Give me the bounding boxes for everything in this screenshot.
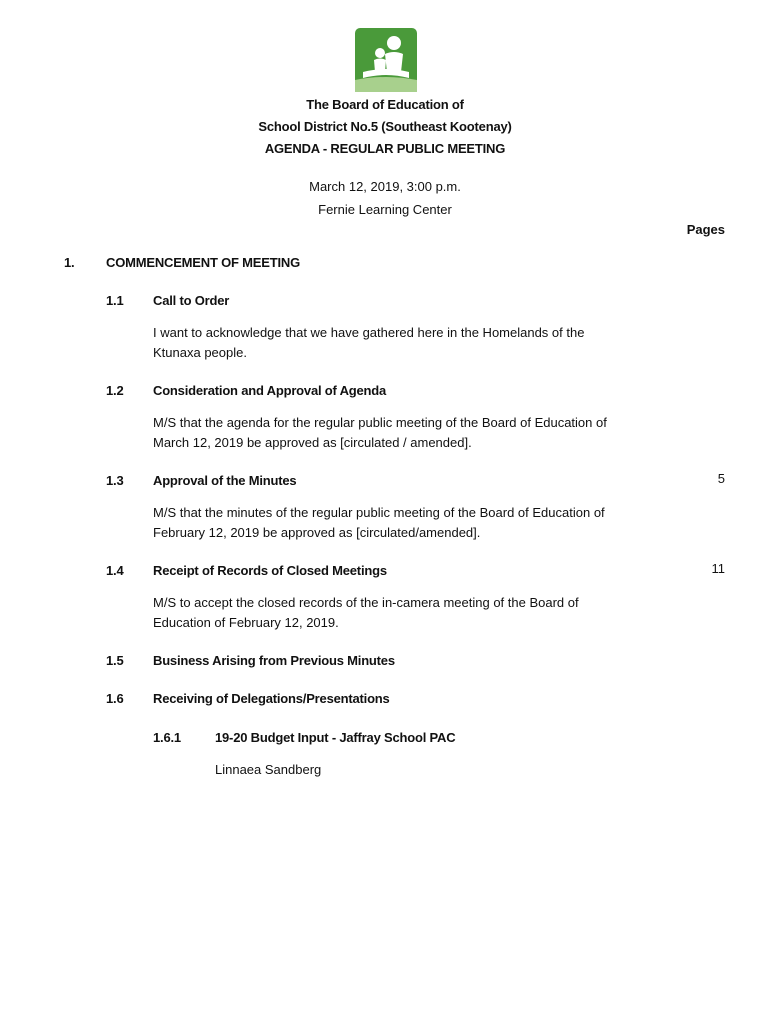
section-title: COMMENCEMENT OF MEETING bbox=[106, 255, 301, 270]
item-number: 1.3 bbox=[106, 473, 124, 488]
item-title: Call to Order bbox=[153, 293, 230, 308]
pages-column-header: Pages bbox=[686, 222, 725, 237]
school-district-logo bbox=[355, 28, 417, 92]
meeting-location: Fernie Learning Center bbox=[318, 202, 452, 217]
item-title: Receipt of Records of Closed Meetings bbox=[153, 563, 387, 578]
item-text: M/S to accept the closed records of the in-camera meeting of the Board of Education of February 12, 2019. bbox=[153, 595, 579, 630]
item-title: Business Arising from Previous Minutes bbox=[153, 653, 395, 668]
item-number: 1.1 bbox=[106, 293, 124, 308]
item-title: Approval of the Minutes bbox=[153, 473, 297, 488]
item-text: I want to acknowledge that we have gathered here in the Homelands of the Ktunaxa people. bbox=[153, 325, 585, 360]
meeting-date: March 12, 2019, 3:00 p.m. bbox=[309, 179, 461, 194]
item-number: 1.6 bbox=[106, 691, 124, 706]
item-number: 1.5 bbox=[106, 653, 124, 668]
item-page-number: 5 bbox=[717, 471, 725, 486]
subitem-title: 19-20 Budget Input - Jaffray School PAC bbox=[215, 730, 456, 745]
item-text: M/S that the agenda for the regular public meeting of the Board of Education of March 12, 2019 be approved as [circulated / amended]. bbox=[153, 415, 607, 450]
item-number: 1.2 bbox=[106, 383, 124, 398]
item-text: M/S that the minutes of the regular public meeting of the Board of Education of February 12, 2019 be approved as [circulated/amended]. bbox=[153, 505, 605, 540]
subitem-presenter: Linnaea Sandberg bbox=[215, 762, 322, 777]
district-name: School District No.5 (Southeast Kootenay) bbox=[258, 119, 512, 134]
section-number: 1. bbox=[64, 255, 75, 270]
board-title: The Board of Education of bbox=[306, 97, 464, 112]
subitem-number: 1.6.1 bbox=[153, 730, 181, 745]
agenda-title: AGENDA - REGULAR PUBLIC MEETING bbox=[264, 141, 506, 156]
item-number: 1.4 bbox=[106, 563, 124, 578]
item-page-number: 11 bbox=[711, 561, 725, 576]
item-title: Receiving of Delegations/Presentations bbox=[153, 691, 390, 706]
item-title: Consideration and Approval of Agenda bbox=[153, 383, 387, 398]
